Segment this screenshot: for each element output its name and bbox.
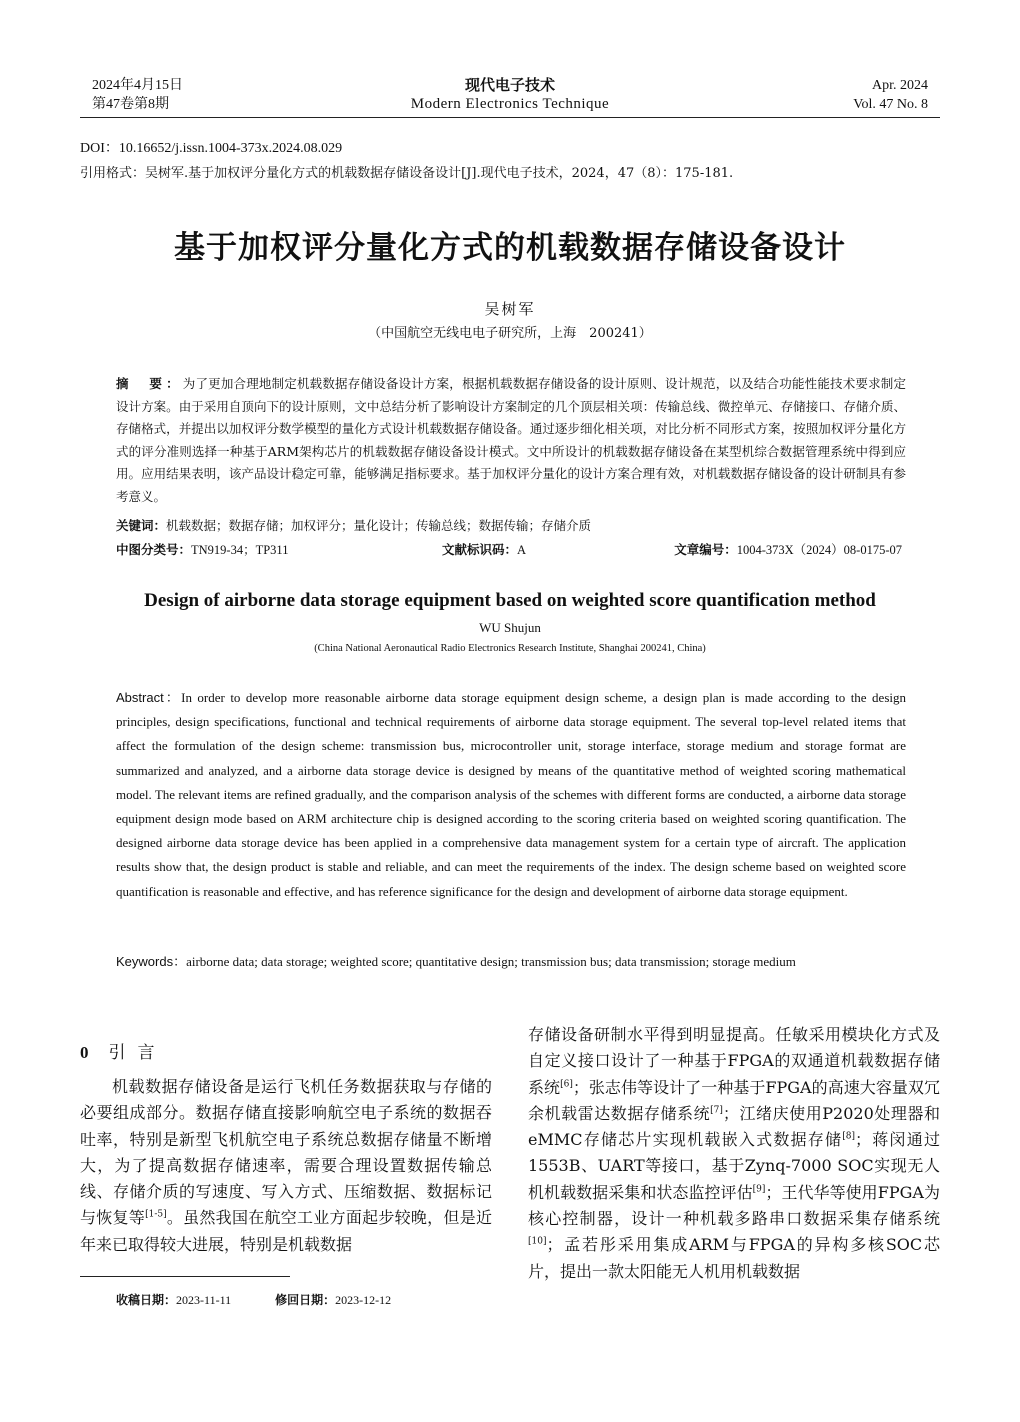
issue-volume-en: Vol. 47 No. 8	[853, 97, 928, 112]
clc-value: TN919-34；TP311	[191, 543, 289, 557]
header-right	[853, 76, 928, 114]
section-number: 0	[80, 1043, 89, 1062]
section-heading	[80, 1038, 167, 1063]
citation-line: 引用格式：吴树军.基于加权评分量化方式的机载数据存储设备设计[J].现代电子技术，2024，47（8）：175-181.	[80, 166, 734, 181]
document-code-value: A	[517, 543, 527, 557]
clc-label: 中图分类号：	[116, 542, 192, 557]
citation-ref: [8]	[842, 1131, 856, 1142]
keywords-en-text: airborne data; data storage; weighted score; quantitative design; transmission bus; data transmission; storage medium	[186, 954, 796, 969]
body-text: 机载数据存储设备是运行飞机任务数据获取与存储的必要组成部分。数据存储直接影响航空电子系统的数据吞吐率，特别是新型飞机航空电子系统总数据存储量不断增大，为了提高数据存储速率，需要合理设置数据传输总线、存储介质的写速度、写入方式、压缩数据、数据标记与恢复等	[80, 1077, 492, 1228]
citation-ref: [7]	[710, 1105, 723, 1116]
author-affiliation: （中国航空无线电电子研究所，上海 200241）	[368, 326, 652, 341]
abstract-en-text: In order to develop more reasonable airborne data storage equipment design scheme, a design plan is made according to the design principles, design specifications, functional and technical requirements of airborne data storage equipment. The several top-level related items that affect the formulation of the design scheme: transmission bus, microcontroller unit, storage interface, storage medium and storage format are summarized and analyzed, and a airborne data storage device is designed by means of the quantitative method of weighted scoring mathematical model. The relevant items are refined gradually, and the comparison analysis of the schemes with different forms are conducted, a airborne data storage equipment design mode based on ARM architecture chip is designed according to the scoring criteria based on weighted scoring quantification. The designed airborne data storage device has been applied in a comprehensive data management system for a certain type of aircraft. The application results show that, the design product is stable and reliable, and can meet the requirements of the index. The design scheme based on weighted score quantification is reasonable and effective, and has reference significance for the design and development of airborne data storage equipment.	[116, 690, 906, 899]
keywords-en	[116, 950, 906, 973]
received-date: 2023-11-11	[176, 1293, 232, 1307]
abstract-en	[116, 686, 906, 904]
author-name-en: WU Shujun	[479, 620, 541, 635]
journal-masthead	[380, 76, 640, 114]
issue-date: 2024年4月15日	[92, 78, 183, 93]
header-divider	[80, 117, 940, 118]
author-affiliation-en: (China National Aeronautical Radio Electronics Research Institute, Shanghai 200241, China)	[314, 643, 706, 654]
body-paragraph	[528, 1022, 940, 1285]
journal-name-en: Modern Electronics Technique	[410, 96, 610, 112]
journal-name-cn: 现代电子技术	[464, 76, 555, 94]
author-name: 吴树军	[484, 300, 536, 318]
abstract-cn-text: 为了更加合理地制定机载数据存储设备设计方案，根据机载数据存储设备的设计原则、设计规范，以及结合功能性能技术要求制定设计方案。由于采用自顶向下的设计原则，文中总结分析了影响设计方案制定的几个顶层相关项：传输总线、微控单元、存储接口、存储介质、存储格式，并提出以加权评分数学模型的量化方式设计机载数据存储设备。通过逐步细化相关项，对比分析不同形式方案，按照加权评分量化方式的评分准则选择一种基于ARM架构芯片的机载数据存储设备设计模式。文中所设计的机载数据存储设备在某型机综合数据管理系统中得到应用。应用结果表明，该产品设计稳定可靠，能够满足指标要求。基于加权评分量化的设计方案合理有效，对机载数据存储设备的设计研制具有参考意义。	[116, 376, 906, 504]
header-left	[92, 76, 183, 114]
document-code	[442, 540, 526, 558]
body-text: ；王代华等使用FPGA为核心控制器，设计一种机载多路串口数据采集存储系统	[528, 1182, 940, 1229]
body-text: ；张志伟等设计了一种基于FPGA的高速大容量双冗余机载雷达数据存储系统	[528, 1077, 940, 1123]
keywords-cn-label: 关键词：	[116, 518, 167, 533]
section-title: 引言	[108, 1043, 167, 1063]
body-paragraph	[80, 1074, 492, 1258]
received-label: 收稿日期：	[116, 1293, 177, 1307]
citation-ref: [6]	[560, 1079, 573, 1090]
revised-date: 2023-12-12	[335, 1293, 392, 1307]
paper-title: 基于加权评分量化方式的机载数据存储设备设计	[174, 230, 846, 266]
keywords-cn	[116, 516, 591, 534]
citation-ref: [1-5]	[145, 1210, 167, 1221]
revised-label: 修回日期：	[275, 1293, 336, 1307]
footnote-dates	[116, 1291, 391, 1308]
document-code-label: 文献标识码：	[442, 542, 518, 557]
footnote-divider	[80, 1276, 290, 1277]
issue-volume: 第47卷第8期	[92, 97, 169, 112]
abstract-cn	[116, 373, 906, 509]
body-text: ；孟若彤采用集成ARM与FPGA的异构多核SOC芯片，提出一款太阳能无人机用机载数据	[528, 1235, 940, 1281]
article-number-value: 1004-373X（2024）08-0175-07	[736, 543, 902, 557]
citation-ref: [10]	[528, 1237, 547, 1248]
article-number-label: 文章编号：	[674, 542, 737, 557]
body-text: ；蒋闵通过1553B、UART等接口，基于Zynq-7000 SOC实现无人机机载数据采集和状态监控评估	[528, 1130, 940, 1202]
abstract-en-label: Abstract：	[116, 690, 182, 705]
keywords-en-label: Keywords：	[116, 954, 187, 969]
article-number	[674, 540, 902, 558]
clc-number	[116, 540, 288, 558]
abstract-cn-label: 摘 要：	[116, 376, 183, 391]
body-text: 。虽然我国在航空工业方面起步较晚，但是近年来已取得较大进展，特别是机载数据	[80, 1208, 492, 1254]
paper-title-en: Design of airborne data storage equipment based on weighted score quantification method	[144, 590, 876, 611]
issue-date-en: Apr. 2024	[872, 78, 928, 93]
body-column-right	[528, 1022, 940, 1285]
citation-ref: [9]	[752, 1184, 766, 1195]
body-text: 存储设备研制水平得到明显提高。任敏采用模块化方式及自定义接口设计了一种基于FPGA的双通道机载数据存储系统	[528, 1025, 940, 1097]
doi-line: DOI：10.16652/j.issn.1004-373x.2024.08.029	[80, 141, 343, 156]
body-column-left	[80, 1074, 492, 1258]
body-text: ；江绪庆使用P2020处理器和eMMC存储芯片实现机载嵌入式数据存储	[528, 1103, 940, 1150]
keywords-cn-text: 机载数据；数据存储；加权评分；量化设计；传输总线；数据传输；存储介质	[166, 518, 592, 533]
